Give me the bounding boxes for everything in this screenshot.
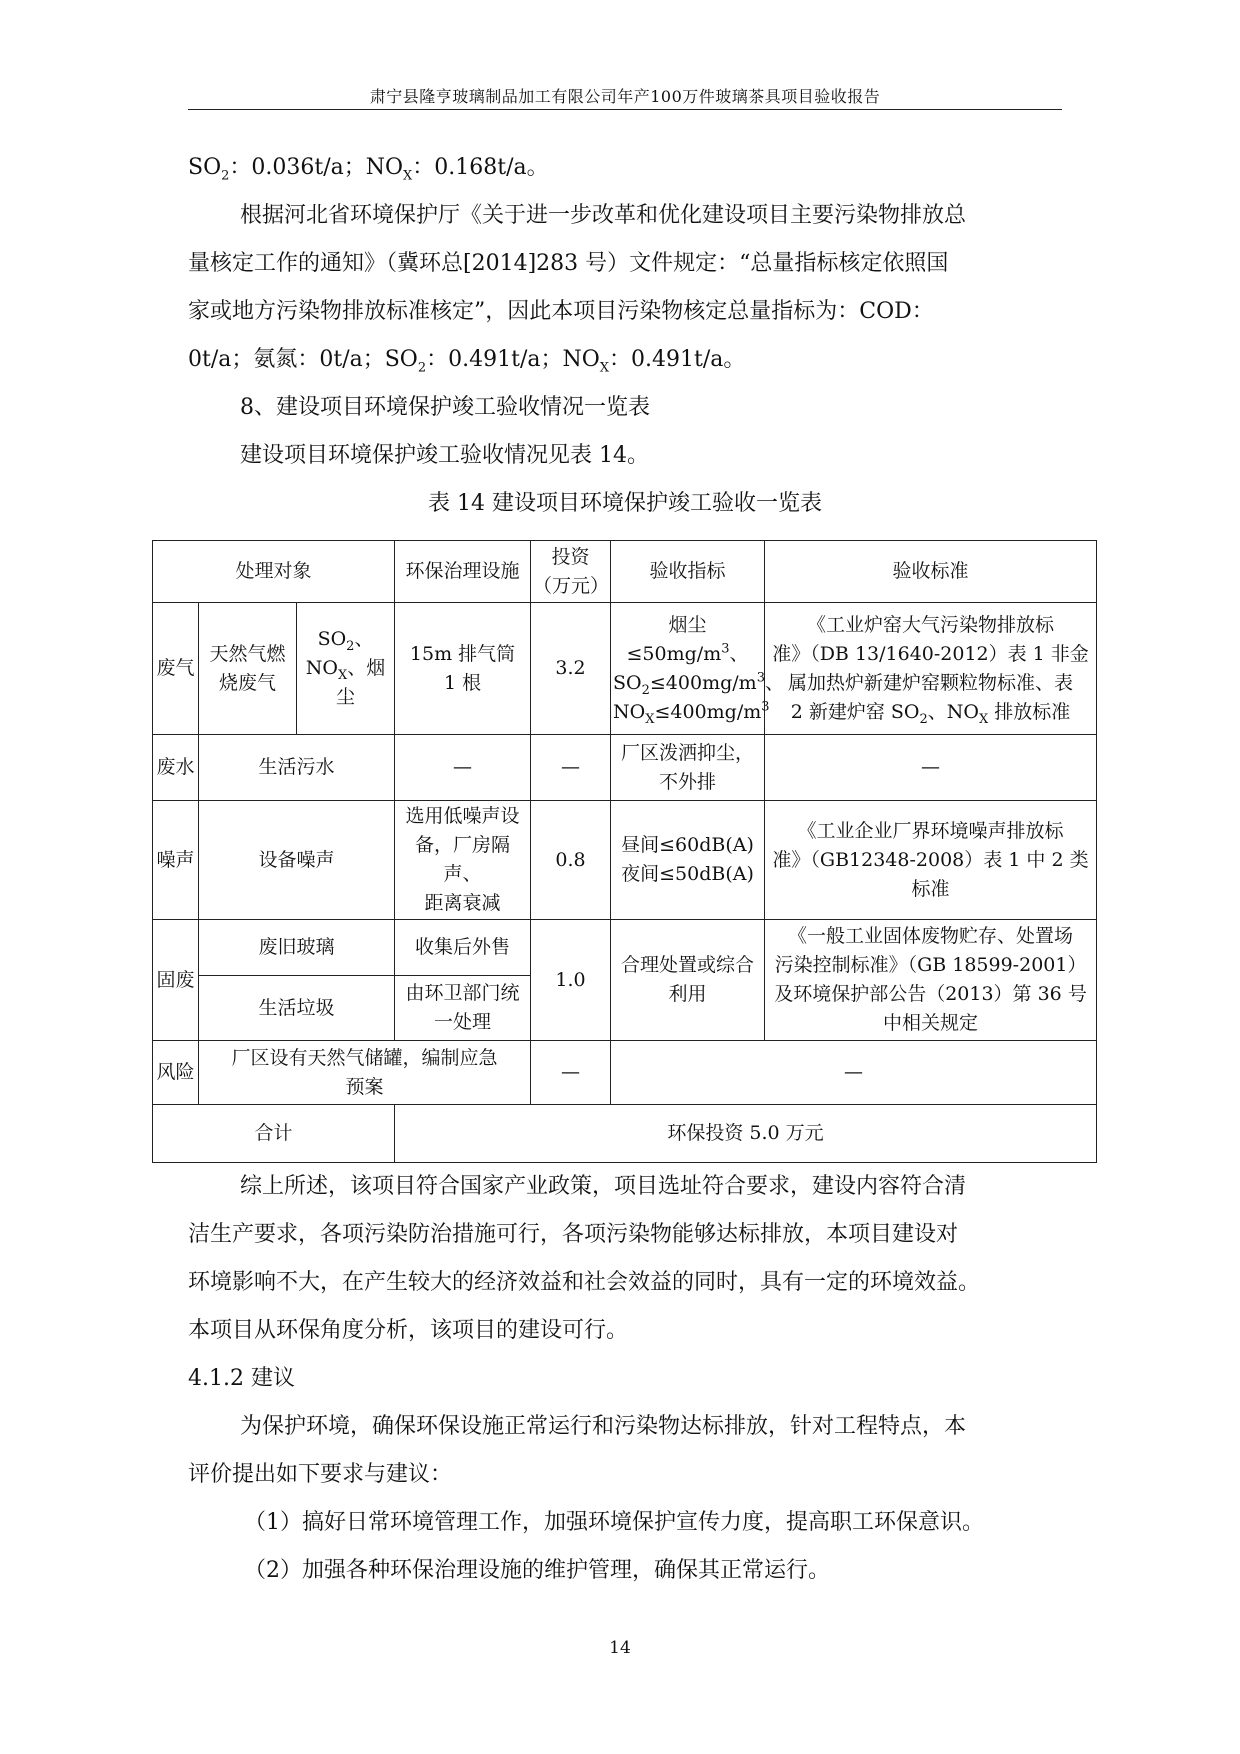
superscript: 3 [721,641,730,657]
cell-line [767,698,1094,727]
text-span: 、 [354,628,374,650]
cell-line: 夜间≤50dB(A) [621,863,754,885]
paragraph-line: 综上所述，该项目符合国家产业政策，项目选址符合要求，建设内容符合清 [240,1174,967,1199]
text-span: SO [613,671,642,694]
header-invest-line: （万元） [533,574,610,597]
text-span: ：0.491t/a。 [609,347,746,372]
cell-line: 选用低噪声设 [405,805,520,827]
cell-facility: 收集后外售 [395,920,531,976]
text-span: 、NO [927,700,979,723]
cell-line: 预案 [345,1075,384,1098]
page-header: 肃宁县隆亨玻璃制品加工有限公司年产100万件玻璃茶具项目验收报告 [369,87,881,106]
paragraph-line: 评价提出如下要求与建议： [188,1462,453,1487]
cell-line: 利用 [668,983,707,1005]
cell-line: 准》（GB12348-2008）表 1 中 2 类 [772,848,1089,871]
cell-standard: — [611,1041,1097,1105]
text-span: ：0.168t/a。 [412,155,549,180]
cell-standard [765,920,1097,1041]
cell-line: 《工业炉窑大气污染物排放标 [807,613,1055,636]
cell-line [613,611,762,669]
cell-index [611,603,784,735]
text-span: 、 [729,642,749,665]
table-row-gas [153,603,1097,735]
cell-index [611,735,765,801]
text-span: ≤400mg/m [649,671,757,694]
paragraph-line: 量核定工作的通知》（冀环总[2014]283 号）文件规定：“总量指标核定依照国 [188,251,949,276]
cell-category: 废气 [153,603,199,735]
header-standard: 验收标准 [765,541,1097,603]
section-text: 建设项目环境保护竣工验收情况见表 14。 [240,443,649,468]
cell-line: 中相关规定 [883,1012,979,1034]
cell-line: 天然气燃 [209,642,286,665]
text-span: 0t/a；氨氮：0t/a；SO [188,347,418,372]
cell-source: 设备噪声 [199,801,395,920]
paragraph-line [188,336,1062,384]
table-row-water [153,735,1097,801]
text-span: ≤400mg/m [654,700,762,723]
paragraph-line: 为保护环境，确保环保设施正常运行和污染物达标排放，针对工程特点，本 [240,1414,967,1439]
cell-line: 距离衰减 [424,892,501,914]
text-span: 排放标准 [988,700,1071,723]
header-index: 验收指标 [611,541,765,603]
cell-line: 一处理 [434,1011,492,1033]
cell-line: 及环境保护部公告（2013）第 36 号 [774,983,1087,1005]
body-bottom [188,1163,1062,1595]
cell-line: 厂区设有天然气储罐，编制应急 [231,1046,498,1069]
cell-investment: — [531,1041,611,1105]
cell-investment: 1.0 [531,920,611,1041]
table-header-row [153,541,1097,603]
cell-index [611,801,765,920]
body-top [188,144,1062,528]
cell-category: 风险 [153,1041,199,1105]
text-span: ：0.491t/a；NO [426,347,600,372]
text-span: SO [317,628,347,650]
subscript: 2 [919,711,928,727]
cell-line: 《工业企业厂界环境噪声排放标 [797,819,1064,842]
cell-pollutant [297,603,395,735]
cell-standard: — [765,735,1097,801]
page-number: 14 [609,1638,631,1658]
text-span: NO [305,657,338,679]
subscript: 2 [641,682,650,698]
subscript: 2 [346,638,355,654]
section-heading: 4.1.2 建议 [188,1366,295,1391]
cell-facility [395,801,531,920]
text-span: NO [613,700,646,723]
header-facility: 环保治理设施 [395,541,531,603]
cell-category: 废水 [153,735,199,801]
paragraph-line: 本项目从环保角度分析，该项目的建设可行。 [188,1318,629,1343]
cell-category: 固废 [153,920,199,1041]
cell-line: 合理处置或综合 [621,954,755,976]
text-span: 、 [764,671,784,694]
cell-index [611,920,765,1041]
header-investment [531,541,611,603]
cell-investment: 0.8 [531,801,611,920]
text-span: SO [188,155,222,180]
cell-source [199,603,297,735]
cell-line [299,625,392,654]
subscript: X [978,711,989,727]
subscript: X [599,360,610,376]
cell-source: 生活污水 [199,735,395,801]
cell-investment: 3.2 [531,603,611,735]
cell-investment: — [531,735,611,801]
advice-item: （1）搞好日常环境管理工作，加强环境保护宣传力度，提高职工环保意识。 [244,1510,984,1535]
text-span: 、烟尘 [336,657,386,708]
table-caption: 表 14 建设项目环境保护竣工验收一览表 [428,491,822,516]
cell-line: 备，厂房隔声、 [415,834,511,885]
subscript: X [645,711,655,727]
subscript: 2 [417,360,427,376]
section-heading: 8、建设项目环境保护竣工验收情况一览表 [240,395,650,420]
header-object: 处理对象 [153,541,395,603]
header-invest-line: 投资 [551,545,590,568]
acceptance-table [152,540,1097,1163]
paragraph-line: 洁生产要求，各项污染防治措施可行，各项污染物能够达标排放，本项目建设对 [188,1222,959,1247]
cell-standard [765,603,1097,735]
cell-line: 不外排 [659,770,717,793]
text-span: 烟尘≤50mg/m [626,613,722,665]
table-row-total [153,1105,1097,1163]
cell-line: 《一般工业固体废物贮存、处置场 [788,925,1074,947]
cell-source: 生活垃圾 [199,976,395,1041]
subscript: X [403,168,413,184]
cell-facility [395,603,531,735]
cell-line [613,698,770,727]
superscript: 3 [756,670,765,686]
cell-line: 污染控制标准》（GB 18599-2001） [774,954,1087,976]
cell-total-value: 环保投资 5.0 万元 [395,1105,1097,1163]
header-rule [188,109,1062,110]
cell-standard [765,801,1097,920]
cell-line: 15m 排气筒 [409,642,516,665]
cell-line: 厂区泼洒抑尘， [621,741,755,764]
subscript: X [337,667,348,683]
cell-facility: — [395,735,531,801]
cell-line [299,654,392,712]
paragraph-line: 家或地方污染物排放标准核定”，因此本项目污染物核定总量指标为：COD： [188,299,934,324]
text-span: ：0.036t/a；NO [229,155,404,180]
advice-item: （2）加强各种环保治理设施的维护管理，确保其正常运行。 [244,1558,830,1583]
text-span: 2 新建炉窑 SO [790,700,920,723]
cell-source: 废旧玻璃 [199,920,395,976]
cell-line: 1 根 [443,671,482,694]
superscript: 3 [761,699,770,715]
cell-line: 烧废气 [218,671,276,694]
cell-line [613,669,784,698]
cell-risk-desc [199,1041,531,1105]
cell-total-label: 合计 [153,1105,395,1163]
cell-facility [395,976,531,1041]
table-row-risk [153,1041,1097,1105]
cell-line: 昼间≤60dB(A) [621,834,754,856]
paragraph-line: 环境影响不大，在产生较大的经济效益和社会效益的同时，具有一定的环境效益。 [188,1270,981,1295]
cell-line: 由环卫部门统 [405,982,520,1004]
table-row-solid-1 [153,920,1097,976]
emission-totals-line [188,144,1062,192]
table-row-noise [153,801,1097,920]
cell-line: 属加热炉新建炉窑颗粒物标准、表 [788,671,1074,694]
paragraph-line: 根据河北省环境保护厅《关于进一步改革和优化建设项目主要污染物排放总 [240,203,967,228]
cell-line: 标准 [911,877,950,900]
cell-category: 噪声 [153,801,199,920]
subscript: 2 [221,168,230,184]
cell-line: 准》（DB 13/1640-2012）表 1 非金 [772,642,1089,665]
